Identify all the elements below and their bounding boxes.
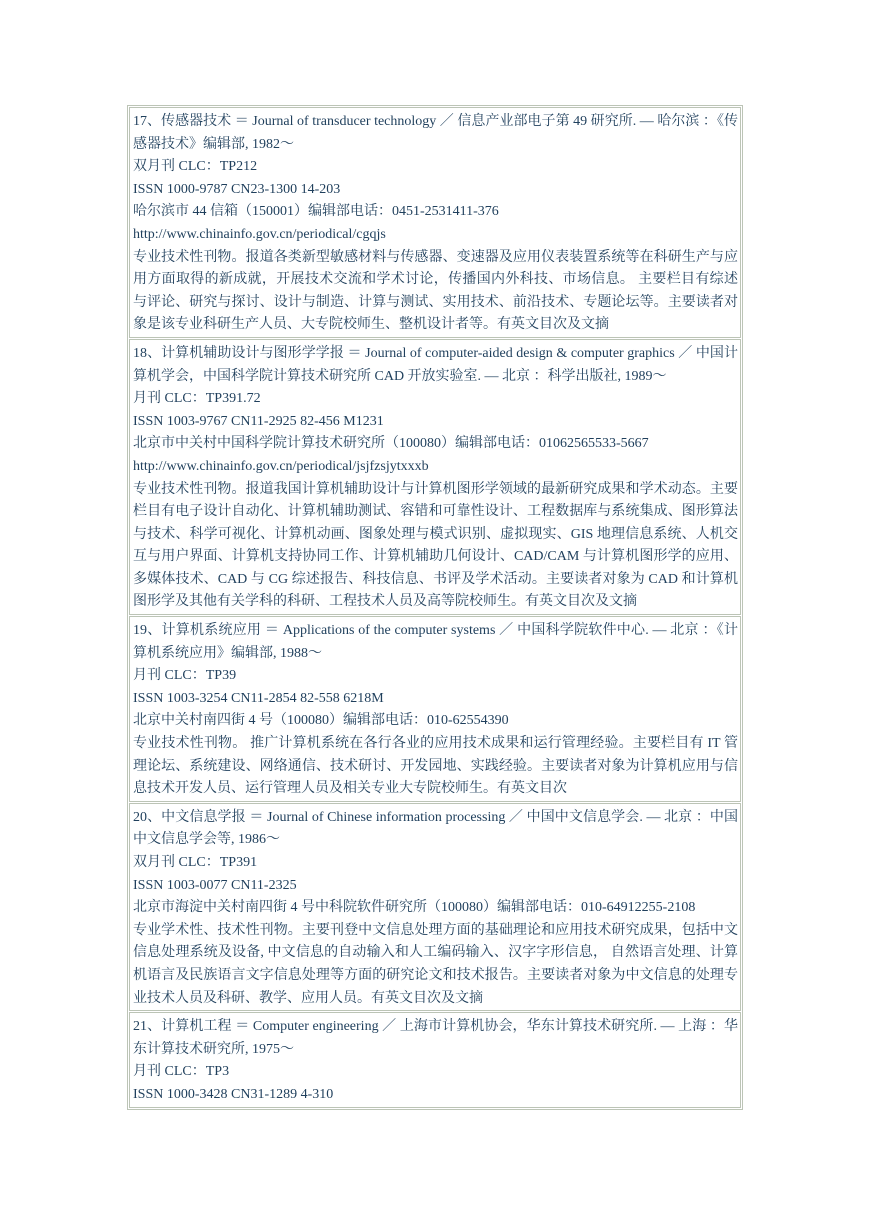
- entry-issn: ISSN 1000-9787 CN23-1300 14-203: [133, 181, 341, 197]
- entry-frequency-clc: 月刊 CLC：TP39: [133, 668, 237, 684]
- journal-entry-list: [127, 105, 743, 1110]
- journal-entry-21: [129, 1012, 741, 1107]
- entry-description: 专业技术性刊物。 推广计算机系统在各行各业的应用技术成果和运行管理经验。主要栏目有 IT 管理论坛、系统建设、网络通信、技术研讨、开发园地、实践经验。主要读者对象为计算机应用与信息技术开发人员、运行管理人员及相关专业大专院校师生。有英文目次: [133, 736, 738, 797]
- entry-description: 专业技术性刊物。报道各类新型敏感材料与传感器、变速器及应用仪表装置系统等在科研生产与应用方面取得的新成就，开展技术交流和学术讨论，传播国内外科技、市场信息。 主要栏目有综述与评论、研究与探讨、设计与制造、计算与测试、实用技术、前沿技术、专题论坛等。主要读者对象是该专业科研生产人员、大专院校师生、整机设计者等。有英文目次及文摘: [133, 249, 738, 333]
- entry-url[interactable]: http://www.chinainfo.gov.cn/periodical/cgqjs: [133, 226, 386, 242]
- entry-heading: 17、传感器技术 ＝ Journal of transducer technology ／ 信息产业部电子第 49 研究所. — 哈尔滨 ：《传感器技术》编辑部, 1982～: [133, 114, 738, 152]
- entry-address: 哈尔滨市 44 信箱（150001）编辑部电话：0451-2531411-376: [133, 204, 499, 220]
- entry-issn: ISSN 1003-0077 CN11-2325: [133, 877, 297, 893]
- entry-issn: ISSN 1003-3254 CN11-2854 82-558 6218M: [133, 690, 384, 706]
- journal-entry-19: [129, 616, 741, 802]
- entry-heading: 20、中文信息学报 ＝ Journal of Chinese information processing ／ 中国中文信息学会. — 北京 ：中国中文信息学会等, 1986～: [133, 809, 738, 848]
- journal-entry-18: [129, 339, 741, 615]
- entry-address: 北京中关村南四街 4 号（100080）编辑部电话：010-62554390: [133, 713, 509, 729]
- entry-frequency-clc: 月刊 CLC：TP391.72: [133, 391, 261, 407]
- entry-issn: ISSN 1003-9767 CN11-2925 82-456 M1231: [133, 413, 384, 429]
- journal-entry-17: [129, 107, 741, 338]
- journal-entry-20: [129, 803, 741, 1011]
- entry-frequency-clc: 月刊 CLC：TP3: [133, 1064, 230, 1080]
- entry-description: 专业技术性刊物。报道我国计算机辅助设计与计算机图形学领域的最新研究成果和学术动态。主要栏目有电子设计自动化、计算机辅助测试、容错和可靠性设计、工程数据库与系统集成、图形算法与技术、科学可视化、计算机动画、图象处理与模式识别、虚拟现实、GIS 地理信息系统、人机交互与用户界面、计算机支持协同工作、计算机辅助几何设计、CAD/CAM 与计算机图形学的应用、多媒体技术、CAD 与 CG 综述报告、科技信息、书评及学术活动。主要读者对象为 CAD 和计算机图形学及其他有关学科的科研、工程技术人员及高等院校师生。有英文目次及文摘: [133, 481, 738, 610]
- entry-issn: ISSN 1000-3428 CN31-1289 4-310: [133, 1086, 334, 1102]
- entry-address: 北京市中关村中国科学院计算技术研究所（100080）编辑部电话：01062565533-5667: [133, 436, 649, 452]
- entry-frequency-clc: 双月刊 CLC：TP391: [133, 855, 258, 870]
- entry-frequency-clc: 双月刊 CLC：TP212: [133, 159, 258, 175]
- entry-heading: 21、计算机工程 ＝ Computer engineering ／ 上海市计算机协会，华东计算技术研究所. — 上海 ：华东计算技术研究所, 1975～: [133, 1019, 738, 1057]
- entry-heading: 19、计算机系统应用 ＝ Applications of the computer systems ／ 中国科学院软件中心. — 北京 ：《计算机系统应用》编辑部, 1988～: [133, 623, 738, 661]
- entry-address: 北京市海淀中关村南四街 4 号中科院软件研究所（100080）编辑部电话：010-64912255-2108: [133, 900, 696, 916]
- entry-description: 专业学术性、技术性刊物。主要刊登中文信息处理方面的基础理论和应用技术研究成果，包括中文信息处理系统及设备, 中文信息的自动输入和人工编码输入、汉字字形信息， 自然语言处理、计算机语言及民族语言文字信息处理等方面的研究论文和技术报告。主要读者对象为中文信息的处理专业技术人员及科研、教学、应用人员。有英文目次及文摘: [133, 922, 738, 1006]
- entry-url[interactable]: http://www.chinainfo.gov.cn/periodical/jsjfzsjytxxxb: [133, 458, 429, 474]
- entry-heading: 18、计算机辅助设计与图形学学报 ＝ Journal of computer-aided design & computer graphics ／ 中国计算机学会，中国科学院计算技术研究所 CAD 开放实验室. — 北京 ：科学出版社, 1989～: [133, 345, 738, 384]
